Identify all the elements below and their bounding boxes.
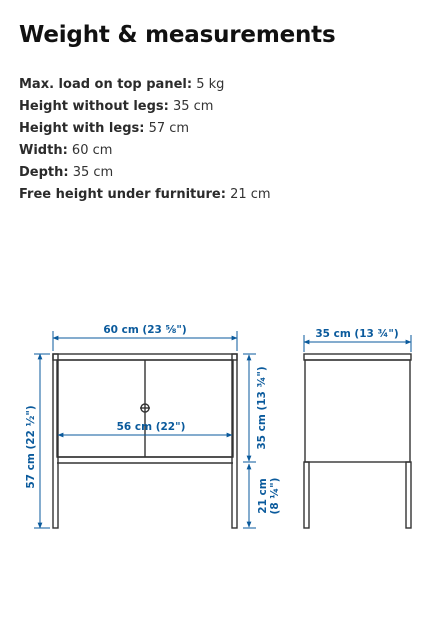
spec-value: 60 cm xyxy=(71,143,113,158)
spec-free-height xyxy=(19,184,271,206)
dimension-diagram xyxy=(0,315,441,545)
spec-height-without-legs xyxy=(19,96,271,118)
front-view-cabinet xyxy=(53,354,237,528)
spec-value: 5 kg xyxy=(196,77,225,92)
leg-height-inch-label: (8 ¼") xyxy=(269,477,281,515)
spec-value: 21 cm xyxy=(230,187,271,202)
spec-value: 35 cm xyxy=(172,99,214,114)
inner-width-dimension-label: 56 cm (22") xyxy=(116,421,186,433)
leg-height-dimension-label: 21 cm xyxy=(257,478,269,514)
width-dimension-label: 60 cm (23 ⅝") xyxy=(103,324,187,336)
spec-label: Height without legs: xyxy=(19,99,169,114)
spec-depth xyxy=(19,162,271,184)
spec-value: 57 cm xyxy=(148,121,190,136)
spec-max-load xyxy=(19,74,271,96)
spec-label: Free height under furniture: xyxy=(19,187,226,202)
body-height-dimension-label: 35 cm (13 ¾") xyxy=(256,366,268,450)
side-view-cabinet xyxy=(304,354,411,528)
spec-width xyxy=(19,140,271,162)
section-title: Weight & measurements xyxy=(19,22,336,48)
spec-list xyxy=(19,74,271,206)
spec-label: Depth: xyxy=(19,165,69,180)
spec-value: 35 cm xyxy=(72,165,114,180)
spec-height-with-legs xyxy=(19,118,271,140)
spec-label: Height with legs: xyxy=(19,121,145,136)
depth-dimension-label: 35 cm (13 ¾") xyxy=(315,328,399,340)
spec-label: Width: xyxy=(19,143,68,158)
spec-label: Max. load on top panel: xyxy=(19,77,193,92)
total-height-dimension-label: 57 cm (22 ½") xyxy=(25,405,37,489)
